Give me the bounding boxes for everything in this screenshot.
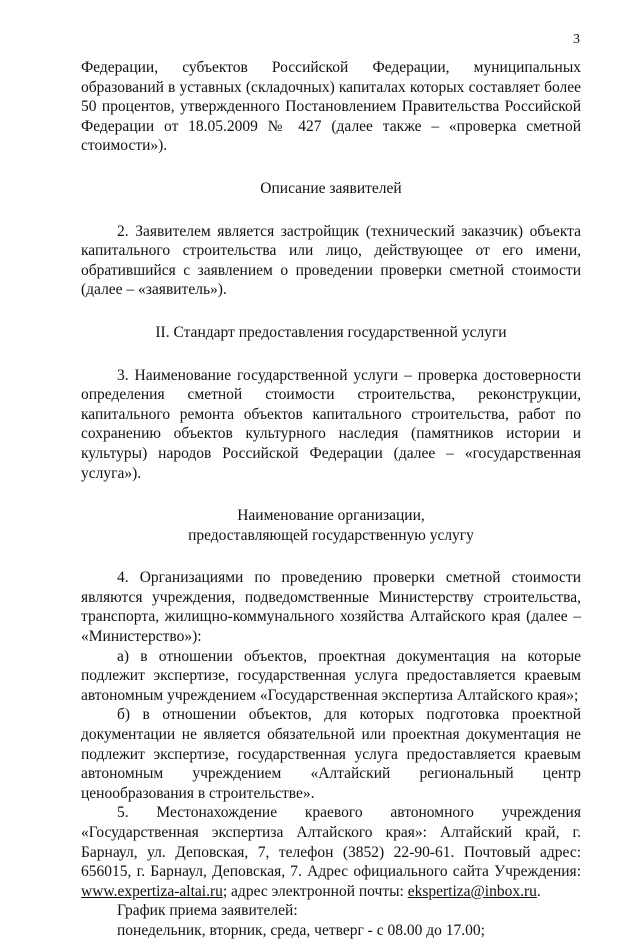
- heading-organization-line-2: предоставляющей государственную услугу: [188, 526, 474, 544]
- intro-paragraph: Федерации, субъектов Российской Федерации, муниципальных образований в уставных (складочных) капиталах которых составляет более 50 процентов, утвержденного Постановлением Правительства Российской Федерации от 18.05.2009 № 427 (далее также – «проверка сметной стоимости»).: [81, 59, 581, 155]
- paragraph-4: 4. Организациями по проведению проверки сметной стоимости являются учреждения, подведомственные Министерству строительства, транспорта, жилищно-коммунального хозяйства Алтайского края (далее – «Министерство»):: [81, 569, 581, 646]
- heading-applicants: Описание заявителей: [260, 179, 402, 197]
- paragraph-4b: б) в отношении объектов, для которых подготовка проектной документации не является обязательной или проектная документация не подлежит экспертизе, государственная услуга предоставляется краевым автономным учреждением «Алтайский региональный центр ценообразования в строительстве».: [81, 706, 581, 802]
- heading-organization-line-1: Наименование организации,: [237, 507, 425, 525]
- document-body: [81, 58, 581, 941]
- page-number: 3: [573, 32, 580, 47]
- paragraph-3: 3. Наименование государственной услуги – проверка достоверности определения сметной стоимости строительства, реконструкции, капитального ремонта объектов капитального строительства, работ по сохранению объектов культурного наследия (памятников истории и культуры) народов Российской Федерации (далее – «государственная услуга»).: [81, 366, 581, 482]
- email-end: .: [536, 882, 541, 900]
- website-link[interactable]: www.expertiza-altai.ru: [81, 882, 223, 900]
- paragraph-5-text: 5. Местонахождение краевого автономного учреждения «Государственная экспертиза Алтайского края»: Алтайский край, г. Барнаул, ул. Деповская, 7, телефон (3852) 22-90-61. Почтовый адрес: 656015, г. Барнаул, Деповская, 7. Адрес официального сайта Учреждения:: [81, 804, 581, 881]
- paragraph-5: [81, 803, 581, 901]
- email-label: ; адрес электронной почты:: [222, 882, 404, 900]
- schedule-line: понедельник, вторник, среда, четверг - с 08.00 до 17.00;: [117, 921, 485, 939]
- schedule-label: График приема заявителей:: [117, 902, 298, 920]
- paragraph-4a: а) в отношении объектов, проектная документация на которые подлежит экспертизе, государственная услуга предоставляется краевым автономным учреждением «Государственная экспертиза Алтайского края»;: [81, 647, 581, 704]
- paragraph-2: 2. Заявителем является застройщик (технический заказчик) объекта капитального строительства или лицо, действующее от его имени, обратившийся с заявлением о проведении проверки сметной стоимости (далее – «заявитель»).: [81, 222, 581, 299]
- heading-section-2: II. Стандарт предоставления государственной услуги: [155, 323, 507, 341]
- email-link[interactable]: ekspertiza@inbox.ru: [407, 882, 537, 900]
